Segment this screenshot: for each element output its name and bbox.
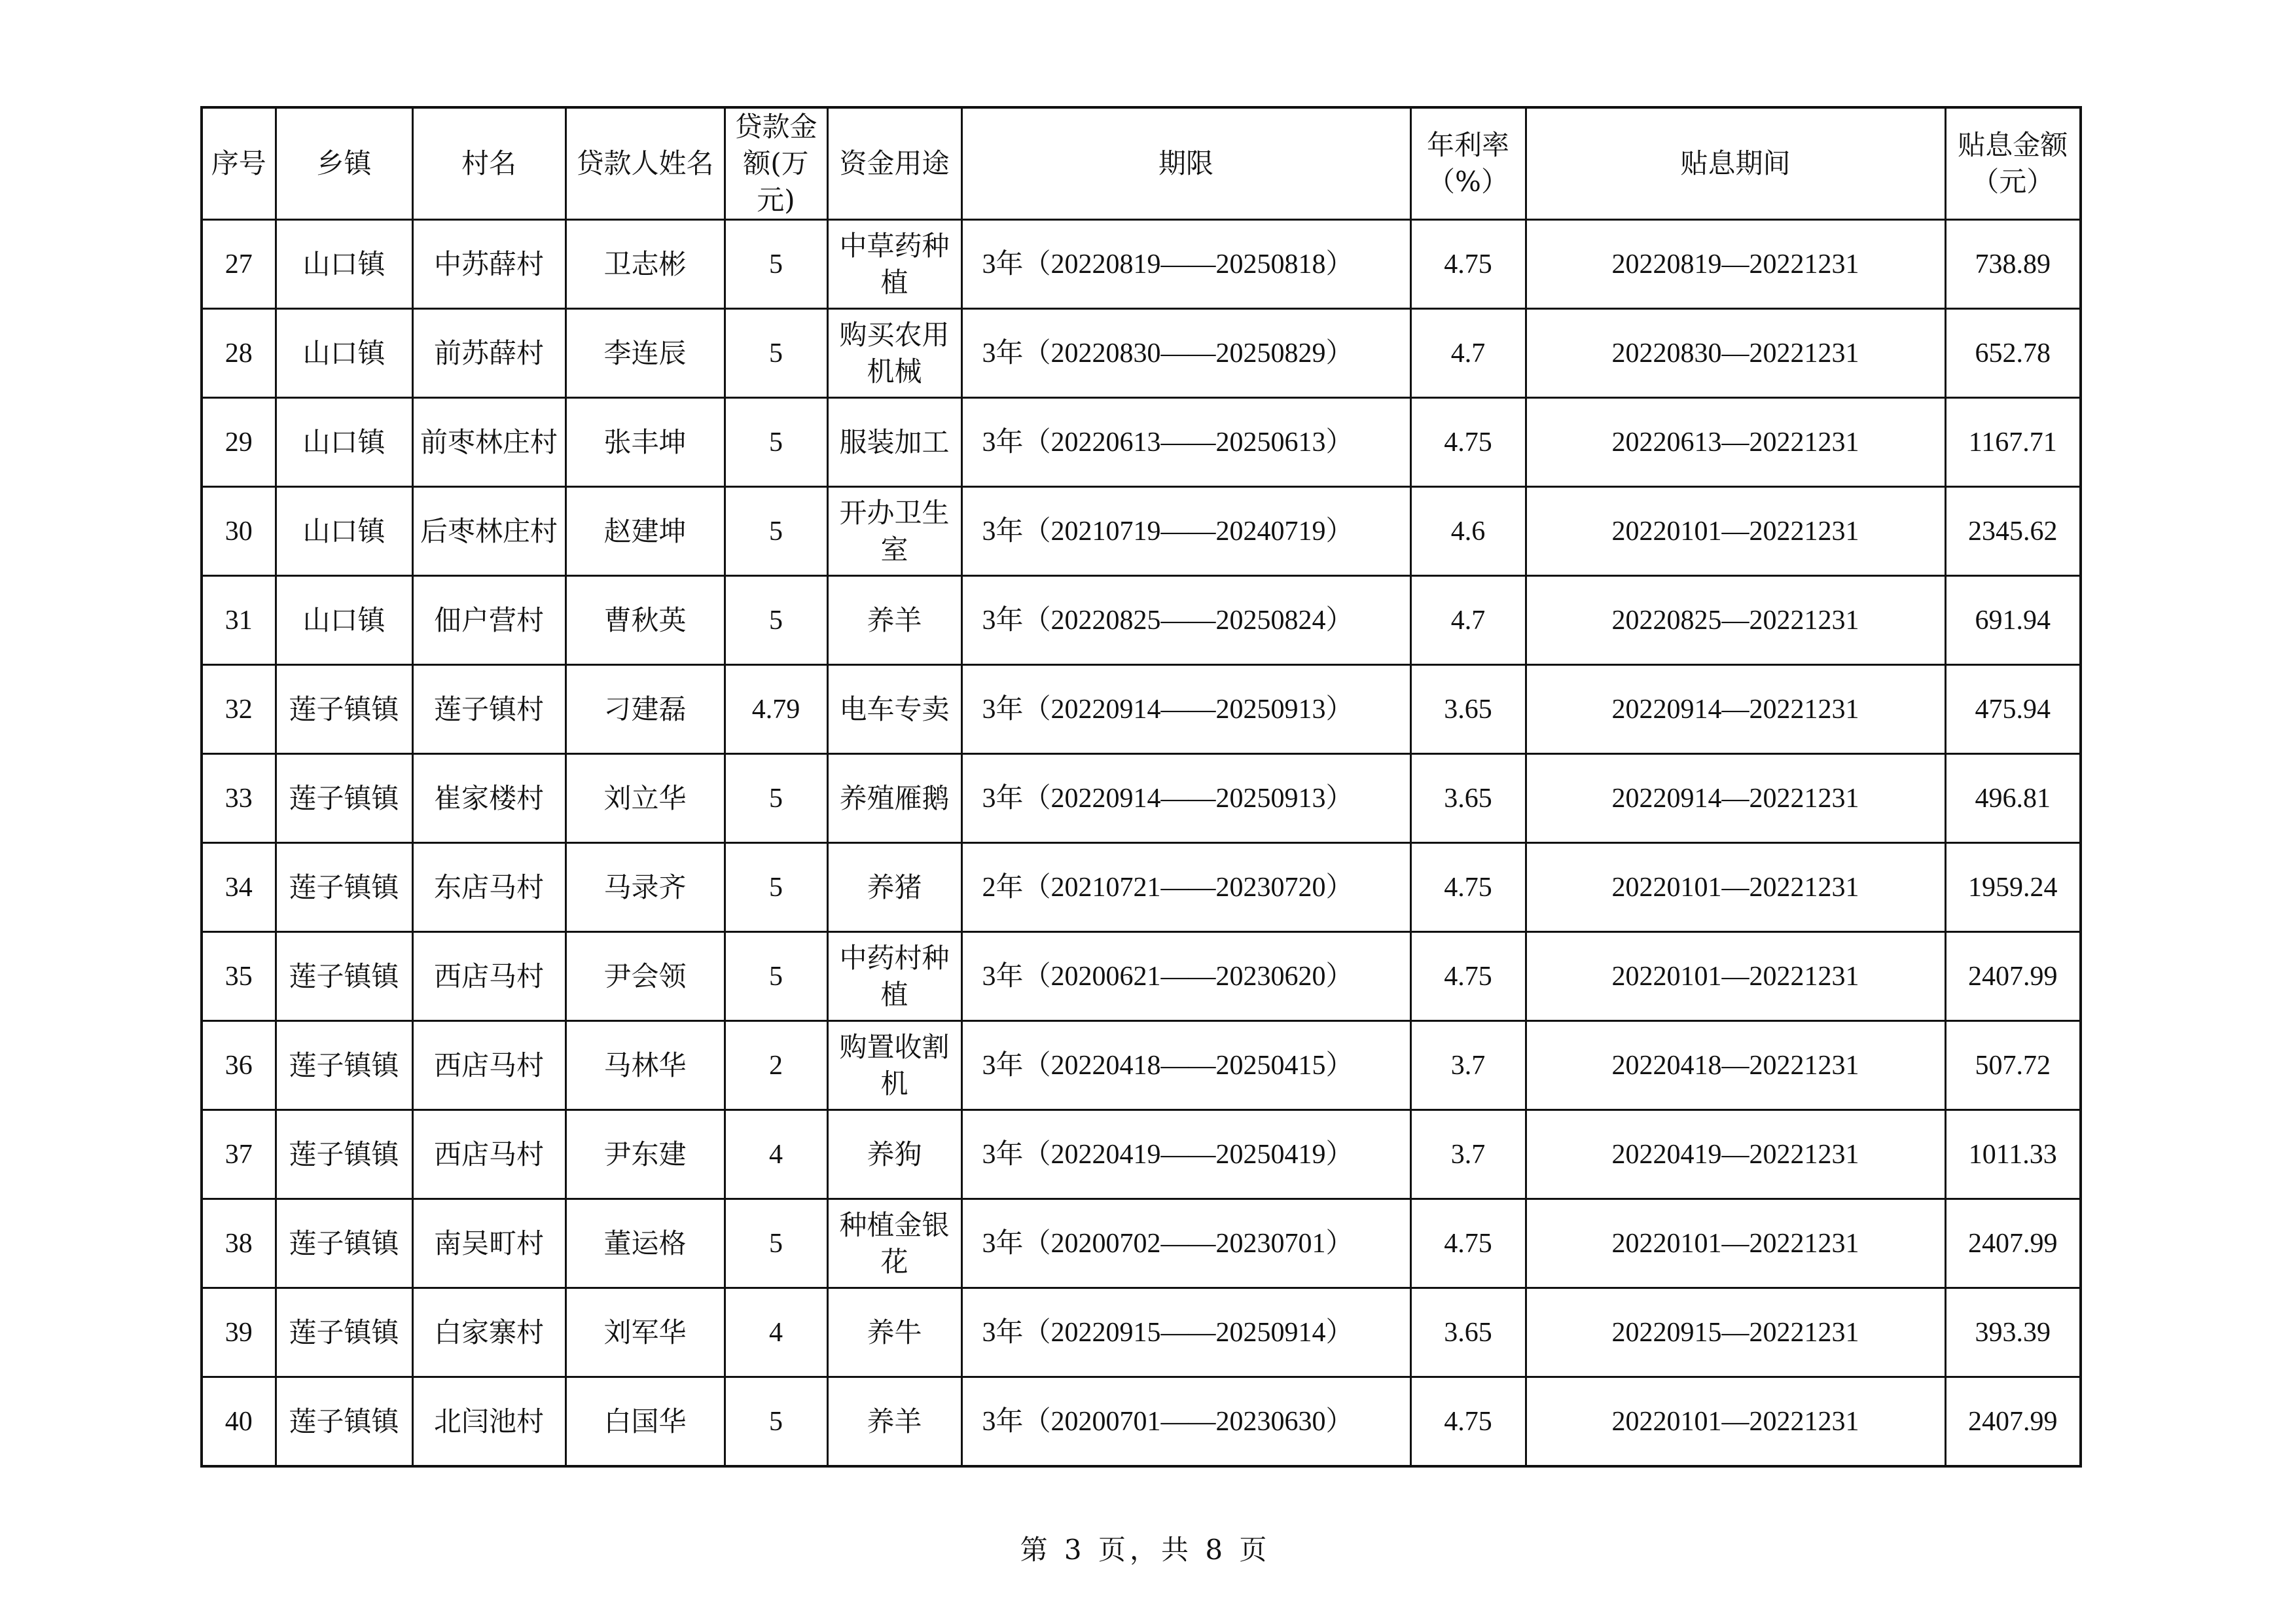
cell-fund-purpose: 服装加工 bbox=[827, 398, 961, 487]
cell-village: 白家寨村 bbox=[412, 1288, 565, 1377]
cell-loan-amount: 5 bbox=[725, 487, 827, 576]
cell-annual-rate: 4.75 bbox=[1410, 932, 1526, 1021]
table-row bbox=[202, 843, 2081, 932]
cell-annual-rate: 4.6 bbox=[1410, 487, 1526, 576]
cell-fund-purpose: 中药村种植 bbox=[827, 932, 961, 1021]
cell-term: 3年（20220830——20250829） bbox=[961, 309, 1410, 398]
cell-township: 莲子镇镇 bbox=[276, 1021, 412, 1110]
cell-township: 莲子镇镇 bbox=[276, 754, 412, 843]
cell-annual-rate: 4.7 bbox=[1410, 309, 1526, 398]
cell-borrower: 尹会领 bbox=[565, 932, 725, 1021]
cell-index: 33 bbox=[202, 754, 276, 843]
table-row bbox=[202, 576, 2081, 665]
cell-fund-purpose: 养羊 bbox=[827, 576, 961, 665]
cell-loan-amount: 5 bbox=[725, 309, 827, 398]
cell-township: 山口镇 bbox=[276, 576, 412, 665]
cell-fund-purpose: 电车专卖 bbox=[827, 665, 961, 754]
cell-borrower: 曹秋英 bbox=[565, 576, 725, 665]
cell-subsidy-period: 20220613—20221231 bbox=[1526, 398, 1945, 487]
cell-fund-purpose: 养殖雁鹅 bbox=[827, 754, 961, 843]
cell-borrower: 马录齐 bbox=[565, 843, 725, 932]
cell-subsidy-period: 20220825—20221231 bbox=[1526, 576, 1945, 665]
cell-subsidy-amount: 738.89 bbox=[1945, 220, 2081, 309]
table-row bbox=[202, 665, 2081, 754]
cell-term: 3年（20210719——20240719） bbox=[961, 487, 1410, 576]
cell-village: 前苏薛村 bbox=[412, 309, 565, 398]
cell-subsidy-amount: 652.78 bbox=[1945, 309, 2081, 398]
cell-annual-rate: 4.75 bbox=[1410, 1377, 1526, 1467]
cell-subsidy-amount: 507.72 bbox=[1945, 1021, 2081, 1110]
cell-township: 山口镇 bbox=[276, 487, 412, 576]
table-row bbox=[202, 1110, 2081, 1199]
cell-township: 莲子镇镇 bbox=[276, 1110, 412, 1199]
cell-borrower: 张丰坤 bbox=[565, 398, 725, 487]
cell-loan-amount: 5 bbox=[725, 754, 827, 843]
header-village: 村名 bbox=[412, 107, 565, 220]
cell-index: 35 bbox=[202, 932, 276, 1021]
cell-annual-rate: 4.75 bbox=[1410, 398, 1526, 487]
loan-subsidy-table bbox=[200, 106, 2082, 1468]
cell-township: 莲子镇镇 bbox=[276, 932, 412, 1021]
cell-subsidy-amount: 1959.24 bbox=[1945, 843, 2081, 932]
cell-village: 前枣林庄村 bbox=[412, 398, 565, 487]
cell-borrower: 尹东建 bbox=[565, 1110, 725, 1199]
cell-index: 30 bbox=[202, 487, 276, 576]
header-borrower: 贷款人姓名 bbox=[565, 107, 725, 220]
cell-subsidy-amount: 1011.33 bbox=[1945, 1110, 2081, 1199]
cell-subsidy-amount: 1167.71 bbox=[1945, 398, 2081, 487]
cell-loan-amount: 4.79 bbox=[725, 665, 827, 754]
page-number: 第 3 页，共 8 页 bbox=[1020, 1534, 1271, 1566]
table-row bbox=[202, 754, 2081, 843]
cell-subsidy-period: 20220101—20221231 bbox=[1526, 932, 1945, 1021]
cell-fund-purpose: 购买农用机械 bbox=[827, 309, 961, 398]
cell-township: 山口镇 bbox=[276, 309, 412, 398]
cell-township: 莲子镇镇 bbox=[276, 1377, 412, 1467]
cell-borrower: 董运格 bbox=[565, 1199, 725, 1288]
cell-subsidy-period: 20220101—20221231 bbox=[1526, 487, 1945, 576]
cell-subsidy-period: 20220830—20221231 bbox=[1526, 309, 1945, 398]
cell-annual-rate: 3.7 bbox=[1410, 1110, 1526, 1199]
cell-subsidy-period: 20220915—20221231 bbox=[1526, 1288, 1945, 1377]
cell-subsidy-period: 20220419—20221231 bbox=[1526, 1110, 1945, 1199]
cell-term: 3年（20220613——20250613） bbox=[961, 398, 1410, 487]
cell-subsidy-amount: 496.81 bbox=[1945, 754, 2081, 843]
table-header-row bbox=[202, 107, 2081, 220]
cell-index: 29 bbox=[202, 398, 276, 487]
cell-loan-amount: 5 bbox=[725, 576, 827, 665]
cell-term: 3年（20200701——20230630） bbox=[961, 1377, 1410, 1467]
cell-annual-rate: 4.75 bbox=[1410, 220, 1526, 309]
header-term: 期限 bbox=[961, 107, 1410, 220]
cell-term: 3年（20220914——20250913） bbox=[961, 665, 1410, 754]
header-subsidy-period: 贴息期间 bbox=[1526, 107, 1945, 220]
table-row bbox=[202, 1377, 2081, 1467]
cell-township: 莲子镇镇 bbox=[276, 665, 412, 754]
cell-fund-purpose: 养羊 bbox=[827, 1377, 961, 1467]
cell-subsidy-amount: 2407.99 bbox=[1945, 932, 2081, 1021]
table-row bbox=[202, 1199, 2081, 1288]
cell-village: 崔家楼村 bbox=[412, 754, 565, 843]
cell-term: 3年（20220825——20250824） bbox=[961, 576, 1410, 665]
cell-index: 28 bbox=[202, 309, 276, 398]
cell-village: 中苏薛村 bbox=[412, 220, 565, 309]
cell-annual-rate: 3.65 bbox=[1410, 665, 1526, 754]
cell-index: 36 bbox=[202, 1021, 276, 1110]
header-loan-amount: 贷款金额(万元) bbox=[725, 107, 827, 220]
cell-loan-amount: 5 bbox=[725, 1199, 827, 1288]
cell-index: 40 bbox=[202, 1377, 276, 1467]
cell-term: 3年（20200702——20230701） bbox=[961, 1199, 1410, 1288]
cell-annual-rate: 3.7 bbox=[1410, 1021, 1526, 1110]
table-row bbox=[202, 398, 2081, 487]
cell-term: 3年（20200621——20230620） bbox=[961, 932, 1410, 1021]
cell-village: 西店马村 bbox=[412, 932, 565, 1021]
table-row bbox=[202, 1288, 2081, 1377]
cell-annual-rate: 4.7 bbox=[1410, 576, 1526, 665]
cell-subsidy-period: 20220101—20221231 bbox=[1526, 1199, 1945, 1288]
cell-township: 山口镇 bbox=[276, 398, 412, 487]
cell-subsidy-amount: 393.39 bbox=[1945, 1288, 2081, 1377]
cell-fund-purpose: 开办卫生室 bbox=[827, 487, 961, 576]
cell-subsidy-period: 20220819—20221231 bbox=[1526, 220, 1945, 309]
cell-township: 莲子镇镇 bbox=[276, 1288, 412, 1377]
cell-borrower: 刁建磊 bbox=[565, 665, 725, 754]
cell-subsidy-period: 20220914—20221231 bbox=[1526, 665, 1945, 754]
cell-subsidy-amount: 691.94 bbox=[1945, 576, 2081, 665]
cell-subsidy-period: 20220418—20221231 bbox=[1526, 1021, 1945, 1110]
cell-borrower: 卫志彬 bbox=[565, 220, 725, 309]
cell-village: 莲子镇村 bbox=[412, 665, 565, 754]
table-row bbox=[202, 932, 2081, 1021]
cell-loan-amount: 5 bbox=[725, 932, 827, 1021]
cell-loan-amount: 5 bbox=[725, 843, 827, 932]
cell-subsidy-period: 20220914—20221231 bbox=[1526, 754, 1945, 843]
cell-village: 东店马村 bbox=[412, 843, 565, 932]
cell-village: 西店马村 bbox=[412, 1110, 565, 1199]
cell-subsidy-amount: 2407.99 bbox=[1945, 1377, 2081, 1467]
cell-subsidy-period: 20220101—20221231 bbox=[1526, 1377, 1945, 1467]
table-row bbox=[202, 1021, 2081, 1110]
cell-index: 27 bbox=[202, 220, 276, 309]
cell-index: 34 bbox=[202, 843, 276, 932]
cell-village: 南吴町村 bbox=[412, 1199, 565, 1288]
cell-village: 北闫池村 bbox=[412, 1377, 565, 1467]
cell-loan-amount: 5 bbox=[725, 1377, 827, 1467]
cell-loan-amount: 5 bbox=[725, 220, 827, 309]
table-row bbox=[202, 309, 2081, 398]
cell-borrower: 马林华 bbox=[565, 1021, 725, 1110]
header-annual-rate: 年利率（%） bbox=[1410, 107, 1526, 220]
cell-fund-purpose: 购置收割机 bbox=[827, 1021, 961, 1110]
cell-index: 38 bbox=[202, 1199, 276, 1288]
cell-borrower: 白国华 bbox=[565, 1377, 725, 1467]
cell-fund-purpose: 中草药种植 bbox=[827, 220, 961, 309]
table-body bbox=[202, 220, 2081, 1467]
cell-borrower: 刘立华 bbox=[565, 754, 725, 843]
cell-annual-rate: 3.65 bbox=[1410, 754, 1526, 843]
header-township: 乡镇 bbox=[276, 107, 412, 220]
cell-village: 西店马村 bbox=[412, 1021, 565, 1110]
cell-township: 莲子镇镇 bbox=[276, 1199, 412, 1288]
cell-loan-amount: 4 bbox=[725, 1110, 827, 1199]
header-index: 序号 bbox=[202, 107, 276, 220]
cell-subsidy-period: 20220101—20221231 bbox=[1526, 843, 1945, 932]
cell-loan-amount: 2 bbox=[725, 1021, 827, 1110]
cell-term: 3年（20220914——20250913） bbox=[961, 754, 1410, 843]
cell-term: 3年（20220819——20250818） bbox=[961, 220, 1410, 309]
cell-term: 2年（20210721——20230720） bbox=[961, 843, 1410, 932]
cell-subsidy-amount: 2345.62 bbox=[1945, 487, 2081, 576]
cell-fund-purpose: 养猪 bbox=[827, 843, 961, 932]
header-fund-purpose: 资金用途 bbox=[827, 107, 961, 220]
cell-index: 31 bbox=[202, 576, 276, 665]
cell-borrower: 刘军华 bbox=[565, 1288, 725, 1377]
cell-fund-purpose: 养牛 bbox=[827, 1288, 961, 1377]
cell-loan-amount: 4 bbox=[725, 1288, 827, 1377]
header-subsidy-amount: 贴息金额（元） bbox=[1945, 107, 2081, 220]
cell-annual-rate: 4.75 bbox=[1410, 843, 1526, 932]
cell-loan-amount: 5 bbox=[725, 398, 827, 487]
cell-township: 莲子镇镇 bbox=[276, 843, 412, 932]
cell-subsidy-amount: 475.94 bbox=[1945, 665, 2081, 754]
cell-subsidy-amount: 2407.99 bbox=[1945, 1199, 2081, 1288]
table-row bbox=[202, 220, 2081, 309]
cell-fund-purpose: 养狗 bbox=[827, 1110, 961, 1199]
cell-township: 山口镇 bbox=[276, 220, 412, 309]
cell-village: 后枣林庄村 bbox=[412, 487, 565, 576]
cell-borrower: 李连辰 bbox=[565, 309, 725, 398]
cell-term: 3年（20220419——20250419） bbox=[961, 1110, 1410, 1199]
cell-index: 32 bbox=[202, 665, 276, 754]
cell-borrower: 赵建坤 bbox=[565, 487, 725, 576]
cell-term: 3年（20220915——20250914） bbox=[961, 1288, 1410, 1377]
cell-fund-purpose: 种植金银花 bbox=[827, 1199, 961, 1288]
cell-index: 37 bbox=[202, 1110, 276, 1199]
cell-village: 佃户营村 bbox=[412, 576, 565, 665]
cell-term: 3年（20220418——20250415） bbox=[961, 1021, 1410, 1110]
cell-annual-rate: 3.65 bbox=[1410, 1288, 1526, 1377]
table-row bbox=[202, 487, 2081, 576]
cell-annual-rate: 4.75 bbox=[1410, 1199, 1526, 1288]
cell-index: 39 bbox=[202, 1288, 276, 1377]
